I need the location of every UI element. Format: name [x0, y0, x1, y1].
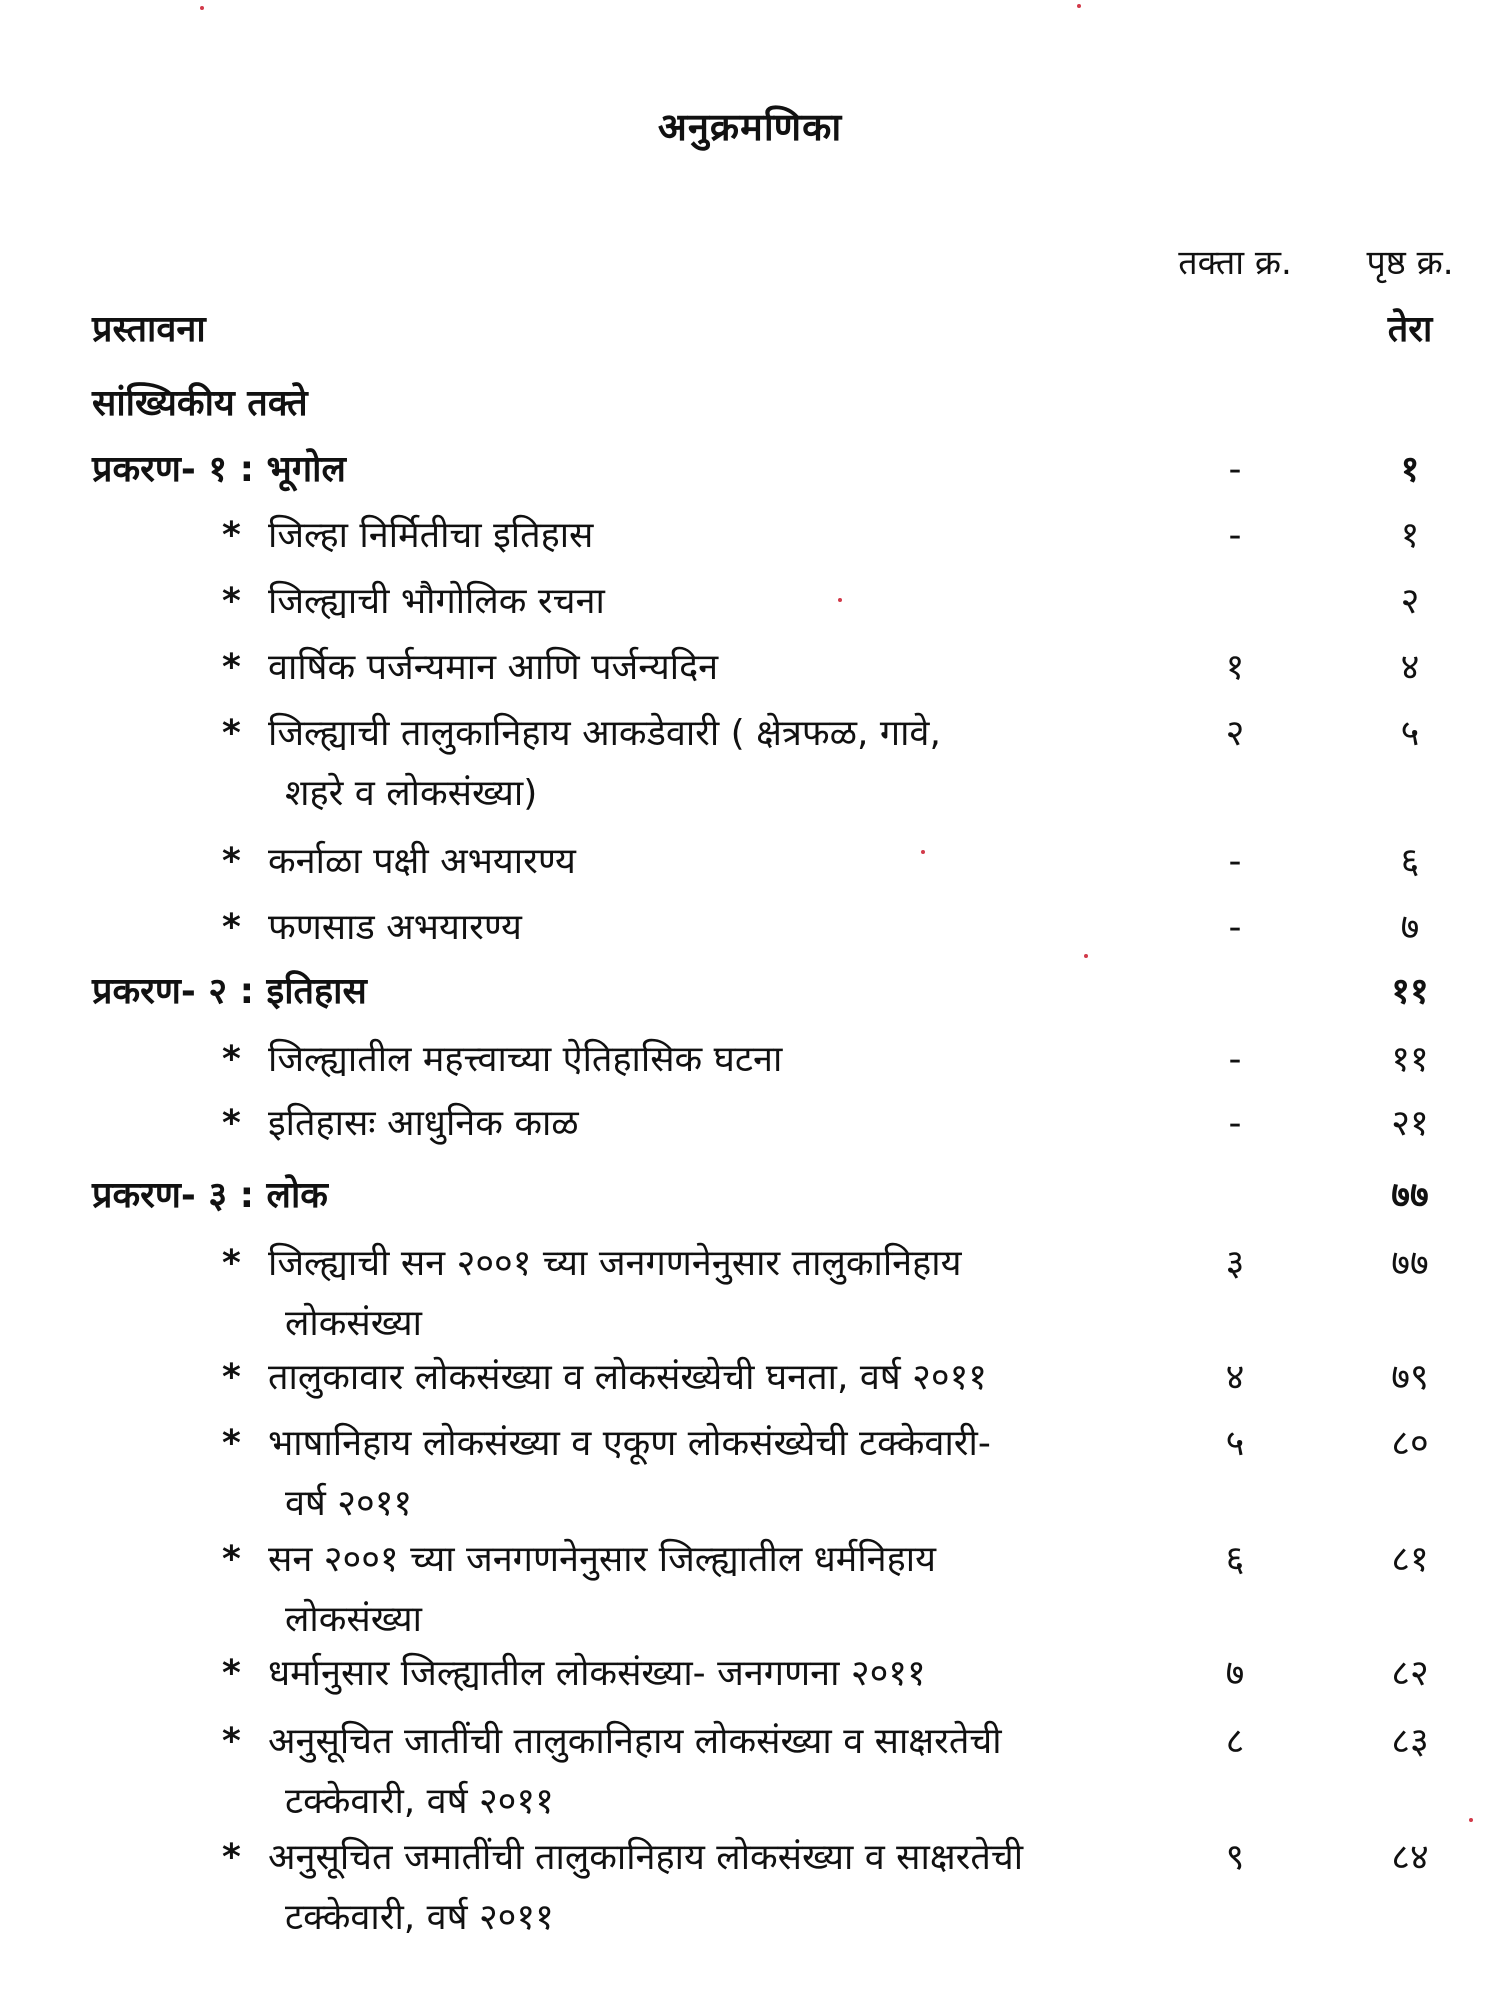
column-header-page-no: पृष्ठ क्र.	[1366, 243, 1454, 283]
entry-label: जिल्ह्यातील महत्त्वाच्या ऐतिहासिक घटना	[268, 1039, 783, 1080]
entry-label: जिल्ह्याची तालुकानिहाय आकडेवारी ( क्षेत्रफळ, गावे,	[268, 713, 941, 754]
page-number: ७९	[1391, 1357, 1429, 1398]
table-number: ७	[1225, 1653, 1245, 1694]
page-number: ६	[1400, 841, 1420, 882]
bullet-asterisk: *	[222, 1721, 241, 1762]
entry-label: वार्षिक पर्जन्यमान आणि पर्जन्यदिन	[268, 647, 719, 688]
table-number: -	[1228, 907, 1242, 948]
table-number: ८	[1225, 1721, 1245, 1762]
page-number: ४	[1400, 647, 1420, 688]
table-number: २	[1225, 713, 1245, 754]
bullet-asterisk: *	[222, 907, 241, 948]
entry-label: जिल्ह्याची सन २००१ च्या जनगणनेनुसार तालुकानिहाय	[268, 1243, 962, 1284]
entry-label: जिल्हा निर्मितीचा इतिहास	[268, 515, 594, 556]
page-number: १	[1400, 515, 1420, 556]
bullet-asterisk: *	[222, 515, 241, 556]
entry-label: जिल्ह्याची भौगोलिक रचना	[268, 581, 605, 622]
page-number: ७७	[1391, 1243, 1429, 1284]
bullet-asterisk: *	[222, 1837, 241, 1878]
ink-speck	[921, 850, 925, 854]
bullet-asterisk: *	[222, 1423, 241, 1464]
ink-speck	[1469, 1818, 1473, 1822]
page-number: ८२	[1391, 1653, 1429, 1694]
page-number: ७७	[1391, 1175, 1429, 1216]
page-number: २१	[1391, 1103, 1429, 1144]
entry-label-continued: लोकसंख्या	[285, 1303, 422, 1344]
entry-label-continued: टक्केवारी, वर्ष २०११	[285, 1897, 554, 1938]
page-number: तेरा	[1387, 309, 1433, 350]
page-number: ११	[1391, 971, 1429, 1012]
column-header-table-no: तक्ता क्र.	[1178, 243, 1292, 283]
ink-speck	[1084, 954, 1088, 958]
bullet-asterisk: *	[222, 841, 241, 882]
ink-speck	[200, 6, 204, 10]
table-number: -	[1228, 841, 1242, 882]
section-heading: सांख्यिकीय तक्ते	[92, 383, 308, 424]
page-number: ११	[1391, 1039, 1429, 1080]
table-number: ५	[1225, 1423, 1245, 1464]
entry-label: फणसाड अभयारण्य	[268, 907, 522, 948]
page-number: ८०	[1391, 1423, 1429, 1464]
table-number: ४	[1225, 1357, 1245, 1398]
bullet-asterisk: *	[222, 1243, 241, 1284]
table-number: ६	[1225, 1539, 1245, 1580]
section-heading: प्रकरण- १ : भूगोल	[92, 449, 346, 490]
page-number: ८३	[1391, 1721, 1429, 1762]
ink-speck	[838, 598, 842, 602]
entry-label: इतिहासः आधुनिक काळ	[268, 1103, 579, 1144]
entry-label: भाषानिहाय लोकसंख्या व एकूण लोकसंख्येची टक्केवारी-	[268, 1423, 991, 1464]
bullet-asterisk: *	[222, 647, 241, 688]
entry-label-continued: शहरे व लोकसंख्या)	[285, 773, 538, 814]
page-title: अनुक्रमणिका	[657, 105, 843, 149]
table-number: -	[1228, 449, 1242, 490]
bullet-asterisk: *	[222, 1653, 241, 1694]
entry-label-continued: वर्ष २०११	[285, 1483, 413, 1524]
table-number: -	[1228, 1039, 1242, 1080]
page-number: ७	[1400, 907, 1420, 948]
table-number: १	[1225, 647, 1245, 688]
table-number: -	[1228, 1103, 1242, 1144]
bullet-asterisk: *	[222, 581, 241, 622]
bullet-asterisk: *	[222, 1103, 241, 1144]
page-number: ५	[1400, 713, 1420, 754]
entry-label: कर्नाळा पक्षी अभयारण्य	[268, 841, 576, 882]
page-number: १	[1400, 449, 1420, 490]
table-number: ३	[1225, 1243, 1245, 1284]
entry-label: सन २००१ च्या जनगणनेनुसार जिल्ह्यातील धर्मनिहाय	[268, 1539, 936, 1580]
page-number: २	[1400, 581, 1420, 622]
entry-label: अनुसूचित जातींची तालुकानिहाय लोकसंख्या व साक्षरतेची	[268, 1721, 1002, 1762]
bullet-asterisk: *	[222, 713, 241, 754]
entry-label-continued: टक्केवारी, वर्ष २०११	[285, 1781, 554, 1822]
bullet-asterisk: *	[222, 1539, 241, 1580]
bullet-asterisk: *	[222, 1039, 241, 1080]
entry-label: धर्मानुसार जिल्ह्यातील लोकसंख्या- जनगणना २०११	[268, 1653, 926, 1694]
entry-label: अनुसूचित जमातींची तालुकानिहाय लोकसंख्या व साक्षरतेची	[268, 1837, 1024, 1878]
page-number: ८४	[1391, 1837, 1429, 1878]
section-heading: प्रस्तावना	[92, 309, 206, 350]
bullet-asterisk: *	[222, 1357, 241, 1398]
ink-speck	[1077, 4, 1081, 8]
table-number: ९	[1225, 1837, 1245, 1878]
entry-label-continued: लोकसंख्या	[285, 1599, 422, 1640]
section-heading: प्रकरण- २ : इतिहास	[92, 971, 367, 1012]
entry-label: तालुकावार लोकसंख्या व लोकसंख्येची घनता, वर्ष २०११	[268, 1357, 988, 1398]
section-heading: प्रकरण- ३ : लोक	[92, 1175, 328, 1216]
table-number: -	[1228, 515, 1242, 556]
page-number: ८१	[1391, 1539, 1429, 1580]
